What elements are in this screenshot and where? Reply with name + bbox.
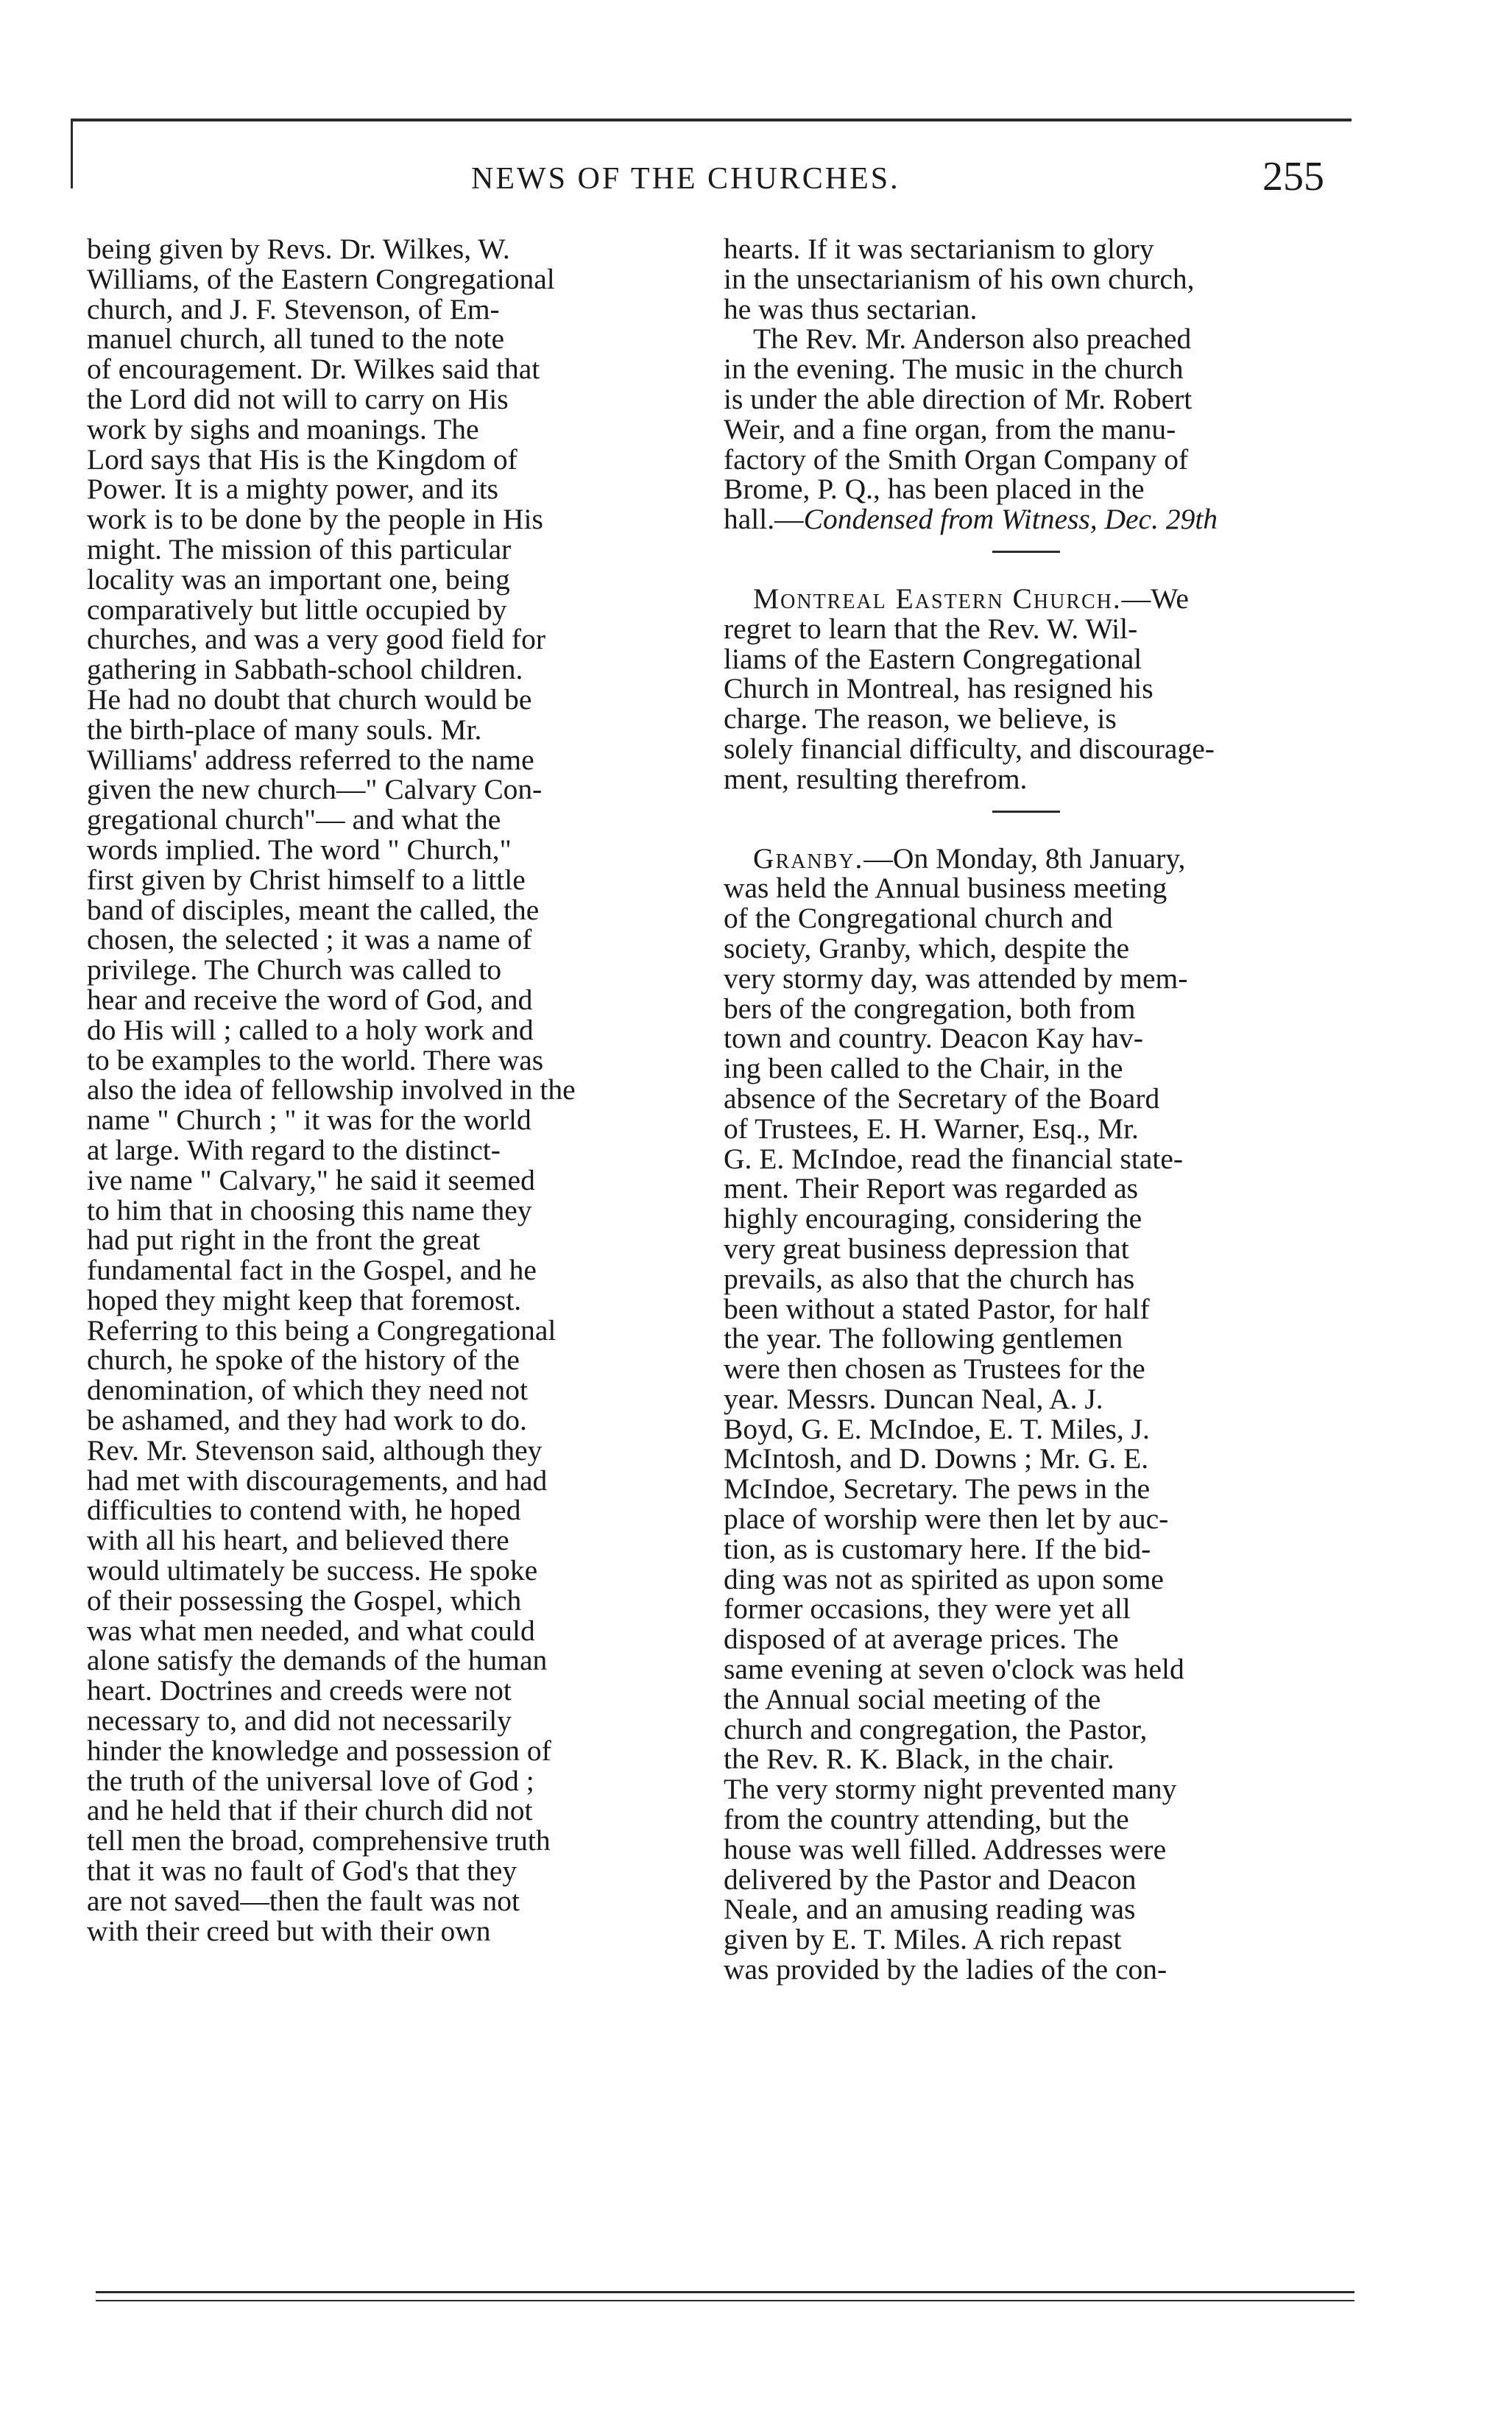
text-line: also the idea of fellowship involved in the (87, 1073, 576, 1107)
text-line: been without a stated Pastor, for half (724, 1292, 1150, 1325)
running-head: NEWS OF THE CHURCHES. (471, 162, 900, 196)
granby-first-line: —On Monday, 8th January, (863, 841, 1186, 875)
text-line: disposed of at average prices. The (724, 1623, 1119, 1656)
text-line: ing been called to the Chair, in the (724, 1052, 1123, 1085)
text-line: Church in Montreal, has resigned his (724, 672, 1154, 705)
text-line: locality was an important one, being (87, 562, 510, 596)
text-line: society, Granby, which, despite the (724, 931, 1130, 964)
text-line: first given by Christ himself to a little (87, 863, 526, 896)
text-line: ding was not as spirited as upon some (724, 1562, 1164, 1595)
text-line: to him that in choosing this name they (87, 1193, 532, 1227)
text-line: church, and J. F. Stevenson, of Em- (87, 292, 500, 325)
text-line: were then chosen as Trustees for the (724, 1352, 1145, 1386)
text-line: denomination, of which they need not (87, 1374, 528, 1407)
top-border-rule (71, 119, 1352, 121)
text-line: the truth of the universal love of God ; (87, 1764, 534, 1797)
text-line: would ultimately be success. He spoke (87, 1554, 538, 1587)
text-line: The Rev. Mr. Anderson also preached (753, 322, 1192, 356)
text-line: house was well filled. Addresses were (724, 1832, 1167, 1866)
condensed-note-lead: hall.— (724, 503, 804, 536)
text-line: regret to learn that the Rev. W. Wil- (724, 612, 1138, 645)
text-line: the Annual social meeting of the (724, 1682, 1101, 1715)
text-line: in the unsectarianism of his own church, (724, 262, 1195, 295)
text-line: G. E. McIndoe, read the financial state- (724, 1142, 1184, 1175)
text-line: former occasions, they were yet all (724, 1592, 1131, 1626)
condensed-source-signature: Condensed from Witness, Dec. 29th (803, 503, 1218, 536)
page-number: 255 (1262, 154, 1324, 200)
text-line: heart. Doctrines and creeds were not (87, 1674, 512, 1707)
text-line: Rev. Mr. Stevenson said, although they (87, 1433, 543, 1467)
text-line: be ashamed, and they had work to do. (87, 1404, 527, 1437)
text-line: from the country attending, but the (724, 1803, 1129, 1836)
text-line: he was thus sectarian. (724, 292, 978, 325)
text-line: had met with discouragements, and had (87, 1464, 548, 1497)
right-column (724, 234, 1329, 1985)
left-column (87, 234, 705, 1946)
text-line: being given by Revs. Dr. Wilkes, W. (87, 233, 510, 265)
text-line: of Trustees, E. H. Warner, Esq., Mr. (724, 1112, 1139, 1145)
text-line: do His will ; called to a holy work and (87, 1013, 534, 1046)
text-line: and he held that if their church did not (87, 1794, 533, 1827)
left-border-rule (71, 119, 73, 188)
text-line: ive name " Calvary," he said it seemed (87, 1163, 535, 1196)
music-paragraph-body (724, 322, 1192, 505)
text-line: of encouragement. Dr. Wilkes said that (87, 353, 540, 386)
bottom-rule-thin (96, 2300, 1354, 2301)
text-line: the year. The following gentlemen (724, 1322, 1123, 1355)
text-line: hinder the knowledge and possession of (87, 1734, 551, 1767)
text-line: at large. With regard to the distinct- (87, 1133, 501, 1166)
text-line: work is to be done by the people in His (87, 503, 543, 536)
text-line: was what men needed, and what could (87, 1614, 535, 1647)
text-line: Boyd, G. E. McIndoe, E. T. Miles, J. (724, 1412, 1150, 1445)
text-line: gathering in Sabbath-school children. (87, 653, 523, 686)
text-line: Neale, and an amusing reading was (724, 1893, 1136, 1926)
granby-paragraph (724, 841, 1329, 1986)
text-line: privilege. The Church was called to (87, 953, 502, 987)
text-line: Referring to this being a Congregational (87, 1313, 557, 1347)
section-separator (992, 551, 1060, 553)
text-line: Power. It is a mighty power, and its (87, 473, 499, 506)
text-line: bers of the congregation, both from (724, 992, 1136, 1025)
text-line: hearts. If it was sectarianism to glory (724, 233, 1154, 265)
text-line: Brome, P. Q., has been placed in the (724, 473, 1145, 506)
montreal-eastern-church-paragraph (724, 584, 1329, 794)
text-line: hear and receive the word of God, and (87, 983, 533, 1016)
text-line: given the new church—" Calvary Con- (87, 773, 543, 806)
text-line: church and congregation, the Pastor, (724, 1712, 1148, 1746)
montreal-body (724, 613, 1215, 795)
text-line: Weir, and a fine organ, from the manu- (724, 412, 1176, 445)
sectarianism-paragraph (724, 234, 1329, 324)
text-line: work by sighs and moanings. The (87, 412, 479, 445)
section-separator (992, 811, 1060, 813)
text-line: is under the able direction of Mr. Robert (724, 382, 1193, 415)
text-line: that it was no fault of God's that they (87, 1854, 517, 1888)
text-line: highly encouraging, considering the (724, 1202, 1142, 1235)
text-line: charge. The reason, we believe, is (724, 702, 1117, 735)
text-line: difficulties to contend with, he hoped (87, 1494, 521, 1527)
text-line: same evening at seven o'clock was held (724, 1653, 1184, 1686)
text-line: the Lord did not will to carry on His (87, 382, 509, 415)
granby-body (724, 872, 1187, 1986)
text-line: the Rev. R. K. Black, in the chair. (724, 1743, 1114, 1776)
text-line: in the evening. The music in the church (724, 353, 1184, 386)
text-line: was held the Annual business meeting (724, 872, 1167, 905)
text-line: of their possessing the Gospel, which (87, 1584, 522, 1617)
text-line: tion, as is customary here. If the bid- (724, 1532, 1151, 1565)
text-line: comparatively but little occupied by (87, 593, 507, 626)
text-line: was provided by the ladies of the con- (724, 1953, 1167, 1986)
calvary-church-paragraph (87, 234, 705, 1946)
text-line: had put right in the front the great (87, 1224, 481, 1257)
text-line: necessary to, and did not necessarily (87, 1704, 512, 1737)
text-line: Lord says that His is the Kingdom of (87, 442, 517, 476)
text-line: chosen, the selected ; it was a name of (87, 923, 532, 956)
text-line: name " Church ; " it was for the world (87, 1104, 531, 1137)
text-line: Williams' address referred to the name (87, 743, 534, 776)
text-line: town and country. Deacon Kay hav- (724, 1022, 1143, 1055)
text-line: ment. Their Report was regarded as (724, 1172, 1139, 1205)
text-line: liams of the Eastern Congregational (724, 642, 1142, 675)
text-line: very stormy day, was attended by mem- (724, 961, 1188, 995)
text-line: given by E. T. Miles. A rich repast (724, 1923, 1122, 1956)
text-line: hoped they might keep that foremost. (87, 1283, 522, 1316)
text-line: gregational church"— and what the (87, 803, 501, 836)
text-line: fundamental fact in the Gospel, and he (87, 1254, 537, 1287)
text-line: prevails, as also that the church has (724, 1262, 1135, 1295)
text-line: place of worship were then let by auc- (724, 1503, 1169, 1536)
text-line: to be examples to the world. There was (87, 1043, 544, 1076)
text-line: band of disciples, meant the called, the (87, 893, 540, 926)
music-paragraph (724, 324, 1329, 534)
bottom-rule (96, 2291, 1354, 2293)
text-line: manuel church, all tuned to the note (87, 322, 505, 356)
text-line: absence of the Secretary of the Board (724, 1081, 1160, 1115)
text-line: alone satisfy the demands of the human (87, 1644, 548, 1677)
text-line: year. Messrs. Duncan Neal, A. J. (724, 1382, 1103, 1415)
text-line: tell men the broad, comprehensive truth (87, 1824, 551, 1857)
granby-heading: Granby. (753, 841, 864, 875)
montreal-heading: Montreal Eastern Church. (753, 582, 1122, 615)
text-line: Williams, of the Eastern Congregational (87, 262, 555, 295)
text-line: solely financial difficulty, and discourage- (724, 732, 1215, 765)
text-line: are not saved—then the fault was not (87, 1884, 520, 1917)
text-line: the birth-place of many souls. Mr. (87, 713, 482, 746)
text-line: McIntosh, and D. Downs ; Mr. G. E. (724, 1442, 1149, 1475)
text-line: factory of the Smith Organ Company of (724, 442, 1189, 476)
text-line: churches, and was a very good field for (87, 623, 545, 656)
text-line: ment, resulting therefrom. (724, 762, 1028, 795)
text-line: might. The mission of this particular (87, 532, 512, 565)
text-line: with their creed but with their own (87, 1914, 491, 1947)
text-line: of the Congregational church and (724, 902, 1113, 935)
text-line: words implied. The word " Church," (87, 833, 512, 866)
text-line: delivered by the Pastor and Deacon (724, 1863, 1137, 1896)
montreal-first-line: —We (1121, 582, 1189, 615)
text-line: with all his heart, and believed there (87, 1524, 509, 1557)
text-line: church, he spoke of the history of the (87, 1344, 520, 1377)
text-line: The very stormy night prevented many (724, 1773, 1177, 1806)
text-line: McIndoe, Secretary. The pews in the (724, 1472, 1151, 1506)
text-line: He had no doubt that church would be (87, 682, 532, 716)
text-line: very great business depression that (724, 1232, 1129, 1265)
